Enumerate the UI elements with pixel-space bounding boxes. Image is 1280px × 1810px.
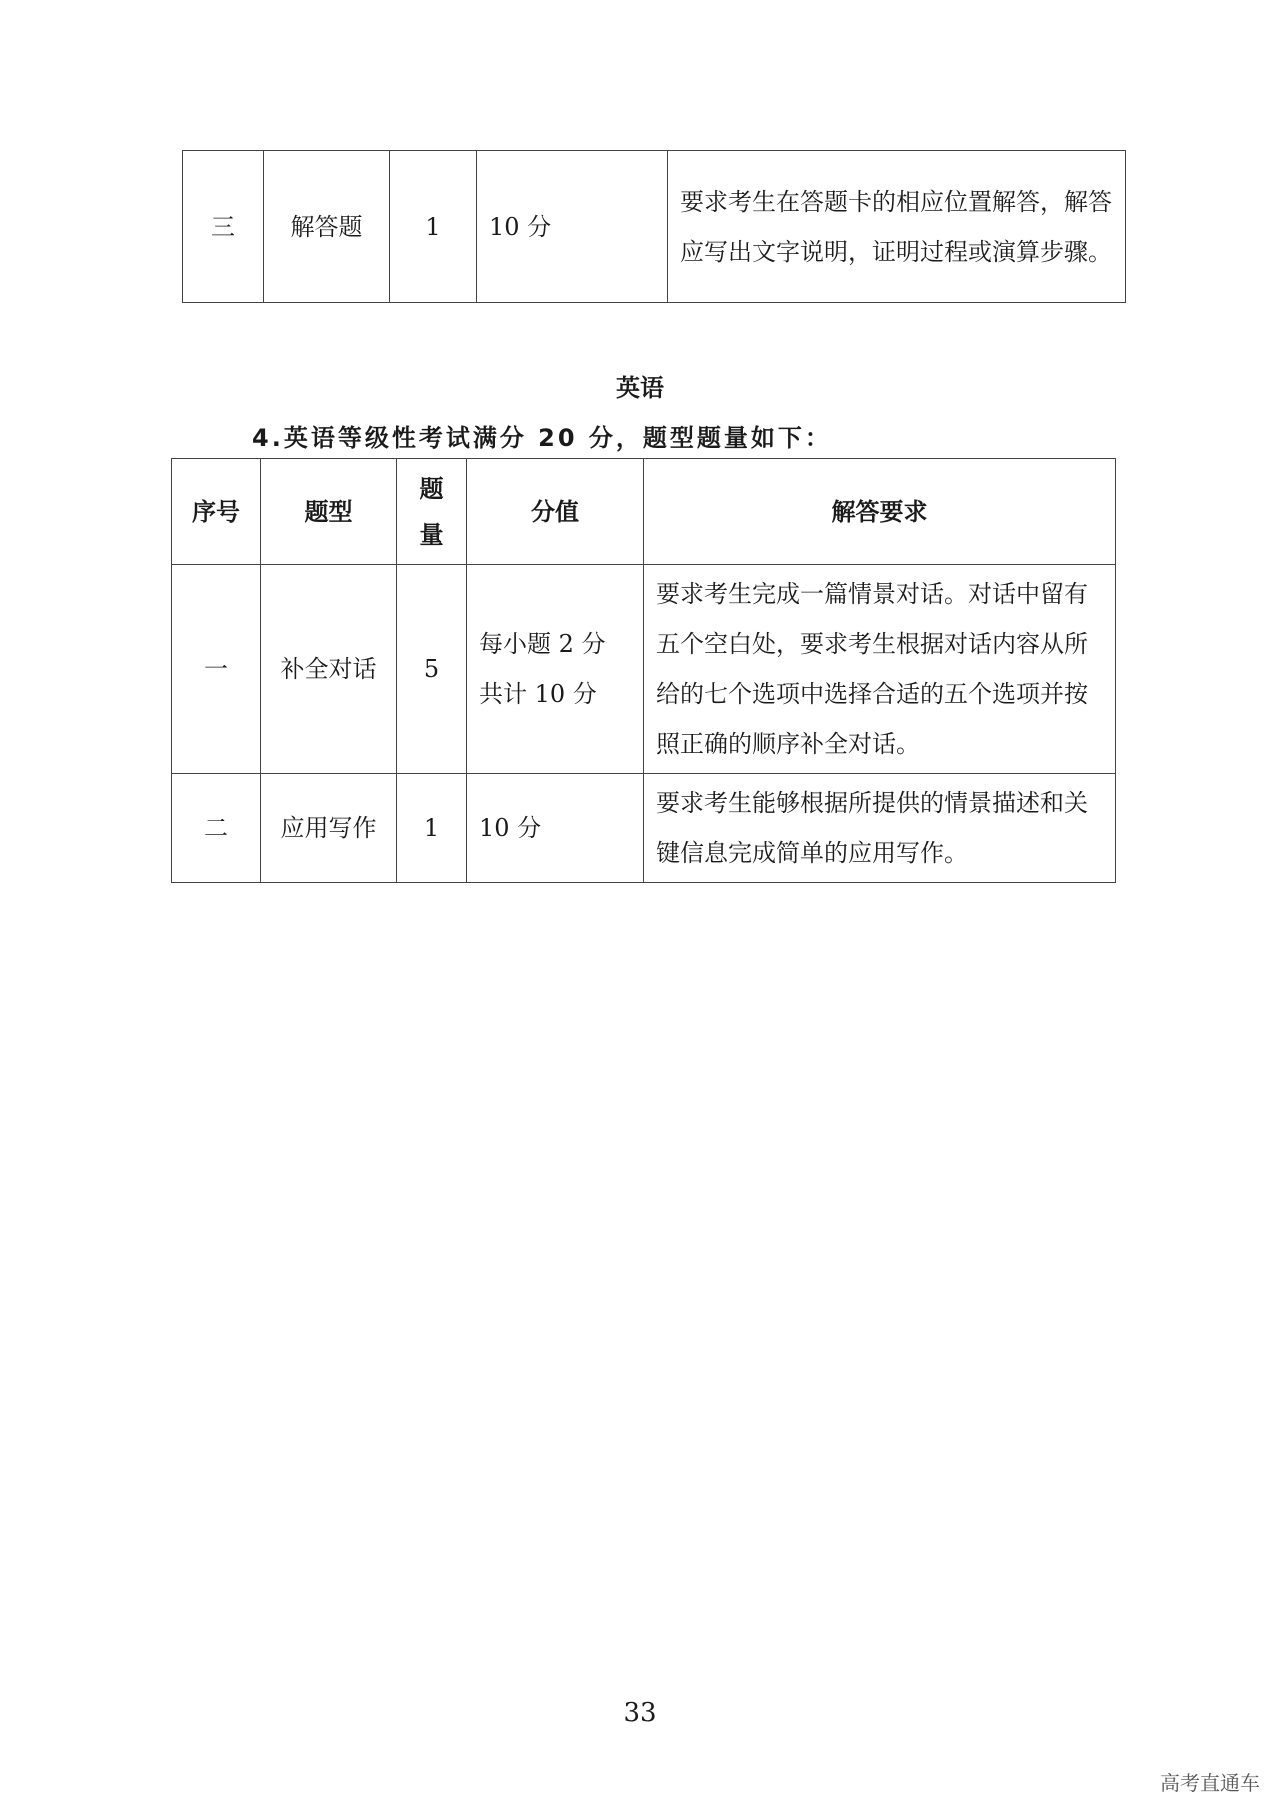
seq-cell: 一 xyxy=(172,565,261,774)
header-requirement: 解答要求 xyxy=(644,459,1116,565)
requirement-cell: 要求考生完成一篇情景对话。对话中留有五个空白处，要求考生根据对话内容从所给的七个选项中选择合适的五个选项并按照正确的顺序补全对话。 xyxy=(644,565,1116,774)
section-intro: 4.英语等级性考试满分 20 分，题型题量如下： xyxy=(252,424,832,452)
english-exam-table xyxy=(171,458,1116,883)
header-count: 题量 xyxy=(397,459,467,565)
requirement-cell: 要求考生能够根据所提供的情景描述和关键信息完成简单的应用写作。 xyxy=(644,774,1116,883)
score-cell xyxy=(467,565,644,774)
header-score: 分值 xyxy=(467,459,644,565)
score-line-2: 共计 10 分 xyxy=(479,680,597,708)
header-type: 题型 xyxy=(261,459,397,565)
header-seq: 序号 xyxy=(172,459,261,565)
count-cell: 5 xyxy=(397,565,467,774)
count-cell: 1 xyxy=(390,151,477,303)
seq-cell: 二 xyxy=(172,774,261,883)
score-cell: 10 分 xyxy=(477,151,668,303)
table-header-row xyxy=(172,459,1116,565)
table-row xyxy=(172,565,1116,774)
watermark: 高考直通车 xyxy=(1160,1771,1260,1795)
table-row xyxy=(172,774,1116,883)
type-cell: 补全对话 xyxy=(261,565,397,774)
count-cell: 1 xyxy=(397,774,467,883)
table-row xyxy=(183,151,1126,303)
page-number: 33 xyxy=(623,1698,657,1728)
requirement-cell: 要求考生在答题卡的相应位置解答，解答应写出文字说明，证明过程或演算步骤。 xyxy=(668,151,1126,303)
seq-cell: 三 xyxy=(183,151,264,303)
section-heading: 英语 xyxy=(616,374,664,402)
score-cell: 10 分 xyxy=(467,774,644,883)
prev-subject-table xyxy=(182,150,1126,303)
score-line-1: 每小题 2 分 xyxy=(479,630,606,658)
type-cell: 解答题 xyxy=(264,151,390,303)
type-cell: 应用写作 xyxy=(261,774,397,883)
